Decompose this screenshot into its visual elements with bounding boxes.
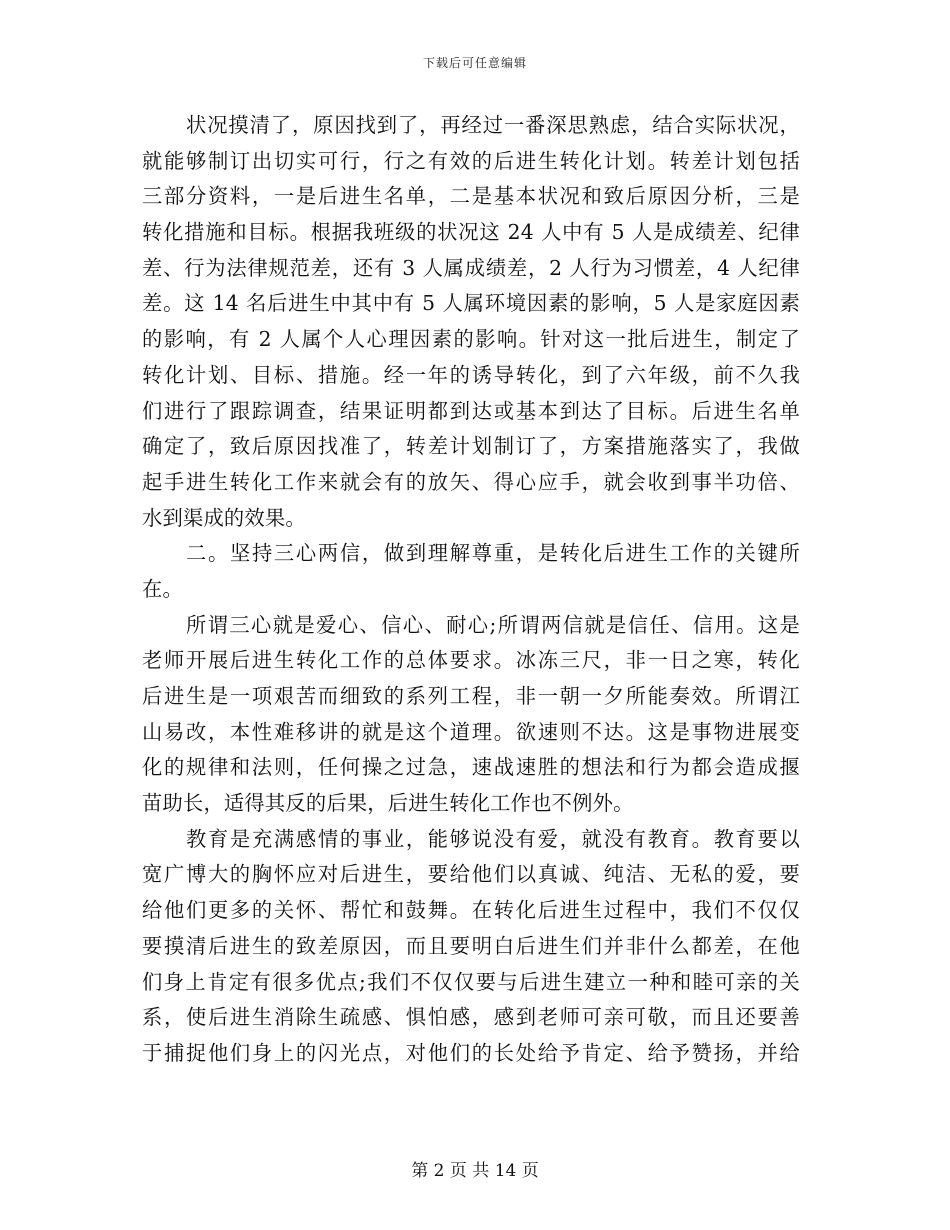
document-body bbox=[142, 108, 800, 1072]
text-line: 水到渠成的效果。 bbox=[142, 505, 306, 530]
text-line: 起手进生转化工作来就会有的放矢、得心应手，就会收到事半功倍、 bbox=[142, 469, 800, 494]
text-line: 们进行了跟踪调查，结果证明都到达或基本到达了目标。后进生名单 bbox=[142, 398, 800, 423]
text-line: 的影响，有 2 人属个人心理因素的影响。针对这一批后进生，制定了 bbox=[142, 327, 800, 352]
text-line: 苗助长，适得其反的后果，后进生转化工作也不例外。 bbox=[142, 791, 634, 816]
text-line: 就能够制订出切实可行，行之有效的后进生转化计划。转差计划包括 bbox=[142, 148, 800, 173]
text-line: 差。这 14 名后进生中其中有 5 人属环境因素的影响，5 人是家庭因素 bbox=[142, 291, 800, 316]
text-line: 转化计划、目标、措施。经一年的诱导转化，到了六年级，前不久我 bbox=[142, 362, 800, 387]
text-line: 老师开展后进生转化工作的总体要求。冰冻三尺，非一日之寒，转化 bbox=[142, 648, 800, 673]
text-line: 状况摸清了，原因找到了，再经过一番深思熟虑，结合实际状况， bbox=[186, 113, 800, 137]
text-line: 差、行为法律规范差，还有 3 人属成绩差，2 人行为习惯差，4 人纪律 bbox=[142, 255, 800, 280]
text-line: 三部分资料，一是后进生名单，二是基本状况和致后原因分析，三是 bbox=[142, 184, 800, 209]
text-line: 化的规律和法则，任何操之过急，速战速胜的想法和行为都会造成揠 bbox=[142, 755, 800, 780]
text-line: 山易改，本性难移讲的就是这个道理。欲速则不达。这是事物进展变 bbox=[142, 719, 800, 744]
section-heading-line: 在。 bbox=[142, 576, 183, 601]
text-line: 要摸清后进生的致差原因，而且要明白后进生们并非什么都差，在他 bbox=[142, 933, 800, 958]
page-header: 下载后可任意编辑 bbox=[422, 56, 527, 70]
paragraph-1 bbox=[142, 108, 800, 536]
page-footer: 第 2 页 共 14 页 bbox=[411, 1161, 539, 1181]
text-line: 于捕捉他们身上的闪光点，对他们的长处给予肯定、给予赞扬，并给 bbox=[142, 1040, 800, 1065]
paragraph-4 bbox=[142, 822, 800, 1072]
paragraph-2 bbox=[142, 536, 800, 607]
text-line: 宽广博大的胸怀应对后进生，要给他们以真诚、纯洁、无私的爱，要 bbox=[142, 862, 800, 887]
text-line: 所谓三心就是爱心、信心、耐心;所谓两信就是信任、信用。这是 bbox=[186, 612, 800, 637]
text-line: 给他们更多的关怀、帮忙和鼓舞。在转化后进生过程中，我们不仅仅 bbox=[142, 898, 800, 923]
text-line: 后进生是一项艰苦而细致的系列工程，非一朝一夕所能奏效。所谓江 bbox=[142, 684, 800, 708]
text-line: 们身上肯定有很多优点;我们不仅仅要与后进生建立一种和睦可亲的关 bbox=[142, 969, 800, 994]
section-heading-line: 二。坚持三心两信，做到理解尊重，是转化后进生工作的关键所 bbox=[186, 541, 800, 566]
text-line: 转化措施和目标。根据我班级的状况这 24 人中有 5 人是成绩差、纪律 bbox=[142, 220, 800, 245]
text-line: 系，使后进生消除生疏感、惧怕感，感到老师可亲可敬，而且还要善 bbox=[142, 1005, 800, 1030]
text-line: 确定了，致后原因找准了，转差计划制订了，方案措施落实了，我做 bbox=[142, 434, 800, 459]
paragraph-3 bbox=[142, 608, 800, 822]
text-line: 教育是充满感情的事业，能够说没有爱，就没有教育。教育要以 bbox=[186, 826, 800, 851]
